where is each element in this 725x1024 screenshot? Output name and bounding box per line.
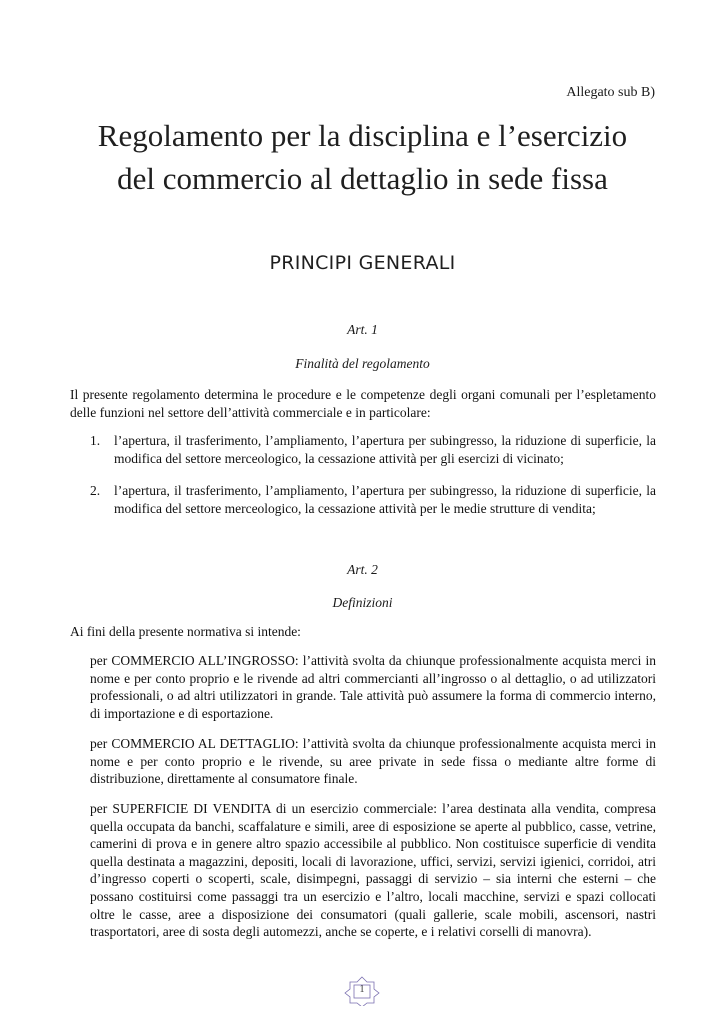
page-number: 1	[359, 984, 365, 995]
list-item-text: l’apertura, il trasferimento, l’ampliamento, l’apertura per subingresso, la riduzione di superficie, la modifica del settore merceologico, la cessazione attività per gli esercizi di vicinato;	[114, 433, 656, 466]
document-title-line2: del commercio al dettaglio in sede fissa	[117, 161, 608, 196]
page-number-badge	[343, 976, 381, 1006]
list-item	[70, 432, 656, 468]
attachment-label: Allegato sub B)	[566, 85, 655, 100]
article-1-intro: Il presente regolamento determina le procedure e le competenze degli organi comunali per l’espletamento delle funzioni nel settore dell’attività commerciale e in particolare:	[70, 387, 656, 420]
definition-paragraph: per COMMERCIO AL DETTAGLIO: l’attività svolta da chiunque professionalmente acquista merci in nome e per conto proprio e le rivende, su aree private in sede fissa o mediante altre forme di distribuzione, direttamente al consumatore finale.	[90, 736, 656, 787]
article-2-label: Art. 2	[347, 562, 378, 577]
list-item-number: 2.	[90, 483, 101, 498]
document-title	[0, 114, 725, 200]
section-title: PRINCIPI GENERALI	[269, 252, 456, 274]
list-item-text: l’apertura, il trasferimento, l’ampliamento, l’apertura per subingresso, la riduzione di superficie, la modifica del settore merceologico, la cessazione attività per le medie strutture di vendita;	[114, 483, 656, 516]
article-1-subtitle: Finalità del regolamento	[295, 356, 430, 371]
article-1-list	[70, 432, 656, 532]
definition-paragraph: per COMMERCIO ALL’INGROSSO: l’attività svolta da chiunque professionalmente acquista merci in nome e per conto proprio e le rivende ad altri commercianti all’ingrosso o al dettaglio, o ad utilizzatori professionali, o ad altri utilizzatori in grande. Tale attività può assumere la forma di commercio interno, di importazione e di esportazione.	[90, 653, 656, 721]
article-1-label: Art. 1	[347, 322, 378, 337]
list-item-number: 1.	[90, 433, 101, 448]
article-2-intro: Ai fini della presente normativa si intende:	[70, 624, 301, 639]
article-2-subtitle: Definizioni	[332, 595, 393, 610]
definition-paragraph: per SUPERFICIE DI VENDITA di un esercizio commerciale: l’area destinata alla vendita, compresa quella occupata da banchi, scaffalature e simili, aree di esposizione se aperte al pubblico, casse, vetrine, camerini di prova e in genere altro spazio accessibile al pubblico. Non costituisce superficie di vendita quella destinata a magazzini, depositi, locali di lavorazione, uffici, servizi, servizi igienici, corridoi, atri d’ingresso coperti o scoperti, scale, disimpegni, passaggi di servizio – sia interni che esterni – che possano costituirsi come passaggi tra un esercizio e l’altro, locali macchine, servizi e spazi collocati oltre le casse, aree a disposizione dei consumatori (quali gallerie, scale mobili, ascensori, nastri trasportatori, aree di sosta degli automezzi, anche se coperte, e i relativi corselli di manovra).	[90, 801, 656, 940]
document-title-line1: Regolamento per la disciplina e l’esercizio	[97, 118, 628, 153]
list-item	[70, 482, 656, 518]
